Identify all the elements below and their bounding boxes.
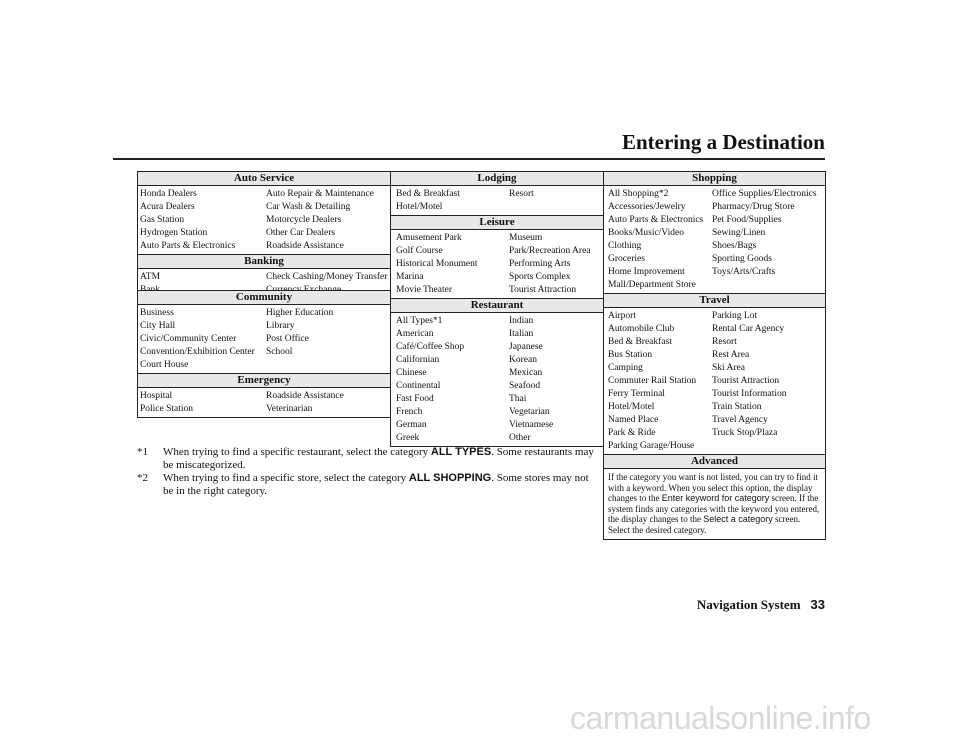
list-item — [391, 315, 603, 328]
category-label: Shoes/Bags — [712, 241, 757, 251]
category-label: Hospital — [140, 391, 173, 401]
column-lodging-leisure-restaurant — [390, 171, 604, 447]
category-label: Tourist Information — [712, 389, 787, 399]
list-item — [604, 336, 825, 349]
category-label: Airport — [608, 311, 636, 321]
list-item — [391, 406, 603, 419]
category-label: Auto Repair & Maintenance — [266, 189, 374, 199]
category-label: Hotel/Motel — [608, 402, 655, 412]
category-label: Automobile Club — [608, 324, 675, 334]
advanced-text-part: screen. If the system finds any categories with the keyword you entered, the display changes to the — [608, 493, 820, 524]
leisure-list — [391, 230, 603, 298]
page-footer — [600, 597, 825, 613]
category-label: Rental Car Agency — [712, 324, 785, 334]
category-label: Office Supplies/Electronics — [712, 189, 817, 199]
category-label: Fast Food — [396, 394, 434, 404]
lodging-heading: Lodging — [391, 171, 603, 186]
category-label — [509, 201, 603, 214]
list-item — [138, 227, 390, 240]
category-label: Californian — [396, 355, 440, 365]
category-label: Japanese — [509, 342, 543, 352]
community-heading: Community — [138, 290, 390, 305]
list-item — [138, 320, 390, 333]
banking-heading: Banking — [138, 254, 390, 269]
category-label: Movie Theater — [396, 285, 453, 295]
category-label: Chinese — [396, 368, 427, 378]
list-item — [391, 354, 603, 367]
category-label: Bed & Breakfast — [396, 189, 460, 199]
list-item — [604, 214, 825, 227]
category-label: Sporting Goods — [712, 254, 772, 264]
page-title: Entering a Destination — [621, 130, 825, 154]
list-item — [604, 323, 825, 336]
category-label: German — [396, 420, 427, 430]
category-label: Acura Dealers — [140, 202, 195, 212]
list-item — [604, 240, 825, 253]
category-label: Italian — [509, 329, 534, 339]
list-item — [604, 266, 825, 279]
list-item — [604, 227, 825, 240]
category-label: Vegetarian — [509, 407, 550, 417]
list-item — [138, 390, 390, 403]
category-label: Post Office — [266, 334, 309, 344]
category-label: Indian — [509, 316, 534, 326]
category-label: Commuter Rail Station — [608, 376, 697, 386]
list-item — [391, 341, 603, 354]
category-label: Business — [140, 308, 174, 318]
category-label: Performing Arts — [509, 259, 571, 269]
footnotes — [137, 446, 599, 498]
list-item — [604, 279, 825, 292]
category-label: Continental — [396, 381, 441, 391]
category-label: Police Station — [140, 404, 194, 414]
category-label: Resort — [712, 337, 737, 347]
category-label: Rest Area — [712, 350, 750, 360]
category-label: Greek — [396, 433, 420, 443]
restaurant-heading: Restaurant — [391, 298, 603, 313]
category-label: Other Car Dealers — [266, 228, 336, 238]
list-item — [138, 214, 390, 227]
list-item — [604, 427, 825, 440]
list-item — [138, 333, 390, 346]
category-label: Car Wash & Detailing — [266, 202, 351, 212]
list-item — [391, 393, 603, 406]
category-label: Check Cashing/Money Transfer — [266, 272, 388, 282]
category-label: Auto Parts & Electronics — [608, 215, 704, 225]
category-label: Library — [266, 321, 295, 331]
footnote — [137, 446, 599, 471]
category-label: Sports Complex — [509, 272, 571, 282]
category-label: Veterinarian — [266, 404, 313, 414]
category-label: All Shopping*2 — [608, 189, 669, 199]
watermark: carmanualsonline.info — [570, 700, 871, 736]
shopping-list — [604, 186, 825, 293]
category-label: French — [396, 407, 423, 417]
category-label: Ferry Terminal — [608, 389, 665, 399]
list-item — [604, 375, 825, 388]
list-item — [391, 271, 603, 284]
category-label: Resort — [509, 189, 534, 199]
category-label: Clothing — [608, 241, 642, 251]
list-item — [391, 328, 603, 341]
category-label — [712, 440, 825, 453]
footnote-keyword: ALL SHOPPING — [408, 472, 492, 484]
category-label: Vietnamese — [509, 420, 554, 430]
list-item — [391, 201, 603, 214]
screen-name-enter-keyword: Enter keyword for category — [661, 493, 770, 503]
category-label: Train Station — [712, 402, 762, 412]
category-label: ATM — [140, 272, 161, 282]
category-label: Parking Lot — [712, 311, 758, 321]
list-item — [391, 188, 603, 201]
list-item — [138, 307, 390, 320]
advanced-heading: Advanced — [604, 454, 825, 469]
category-label: Motorcycle Dealers — [266, 215, 342, 225]
category-label: Toys/Arts/Crafts — [712, 267, 776, 277]
title-divider — [113, 158, 825, 160]
list-item — [391, 380, 603, 393]
advanced-text-part: If the category you want is not listed, you can try to find it with a keyword. When you select this option, the display changes to the — [608, 472, 818, 503]
list-item — [604, 253, 825, 266]
emergency-list — [138, 388, 390, 417]
category-label: Marina — [396, 272, 424, 282]
category-label: Tourist Attraction — [712, 376, 780, 386]
lodging-list — [391, 186, 603, 215]
list-item — [138, 346, 390, 359]
shopping-heading: Shopping — [604, 171, 825, 186]
travel-list — [604, 308, 825, 454]
restaurant-list — [391, 313, 603, 446]
category-label: Thai — [509, 394, 527, 404]
list-item — [604, 349, 825, 362]
category-label: American — [396, 329, 434, 339]
category-label: Bus Station — [608, 350, 653, 360]
list-item — [604, 414, 825, 427]
category-label: Amusement Park — [396, 233, 462, 243]
list-item — [604, 201, 825, 214]
footnote-mark: *2 — [137, 472, 148, 484]
category-label: Higher Education — [266, 308, 334, 318]
list-item — [138, 271, 390, 284]
list-item — [391, 258, 603, 271]
list-item — [604, 188, 825, 201]
category-label: Accessories/Jewelry — [608, 202, 686, 212]
category-label: Hotel/Motel — [396, 202, 443, 212]
list-item — [138, 201, 390, 214]
list-item — [604, 440, 825, 453]
category-label: Roadside Assistance — [266, 241, 344, 251]
list-item — [604, 388, 825, 401]
column-community-emergency — [137, 290, 391, 418]
category-label: Groceries — [608, 254, 645, 264]
category-label: Court House — [140, 360, 189, 370]
category-label: Ski Area — [712, 363, 745, 373]
category-label: Named Place — [608, 415, 659, 425]
category-label: Books/Music/Video — [608, 228, 684, 238]
footnote-text-part: When trying to find a specific store, select the category — [163, 472, 409, 484]
category-label: Historical Monument — [396, 259, 478, 269]
list-item — [391, 432, 603, 445]
list-item — [604, 401, 825, 414]
category-label: Auto Parts & Electronics — [140, 241, 236, 251]
footnote — [137, 472, 599, 497]
category-label: Honda Dealers — [140, 189, 197, 199]
category-label: Museum — [509, 233, 543, 243]
category-label: Pet Food/Supplies — [712, 215, 782, 225]
page-number: 33 — [810, 597, 825, 612]
category-label: Tourist Attraction — [509, 285, 577, 295]
category-label: Roadside Assistance — [266, 391, 344, 401]
list-item — [391, 245, 603, 258]
footnote-text-part: When trying to find a specific restaurant, select the category — [163, 446, 431, 458]
list-item — [138, 188, 390, 201]
category-label: Travel Agency — [712, 415, 768, 425]
list-item — [391, 419, 603, 432]
category-label: Convention/Exhibition Center — [140, 347, 255, 357]
column-auto-banking — [137, 171, 391, 292]
category-label: Camping — [608, 363, 643, 373]
emergency-heading: Emergency — [138, 373, 390, 388]
column-shopping-travel-advanced — [603, 171, 826, 540]
list-item — [138, 240, 390, 253]
category-label: Pharmacy/Drug Store — [712, 202, 795, 212]
category-label: Café/Coffee Shop — [396, 342, 465, 352]
category-label: Park/Recreation Area — [509, 246, 591, 256]
category-label: All Types*1 — [396, 316, 443, 326]
category-label: Sewing/Linen — [712, 228, 766, 238]
list-item — [391, 232, 603, 245]
list-item — [138, 359, 390, 372]
advanced-description — [604, 469, 825, 539]
category-label: City Hall — [140, 321, 176, 331]
category-label: Other — [509, 433, 531, 443]
list-item — [391, 284, 603, 297]
community-list — [138, 305, 390, 373]
category-label: Park & Ride — [608, 428, 656, 438]
leisure-heading: Leisure — [391, 215, 603, 230]
category-label: Korean — [509, 355, 537, 365]
footer-section-name: Navigation System — [696, 597, 801, 612]
category-label: Bed & Breakfast — [608, 337, 672, 347]
category-label — [712, 279, 825, 292]
category-label: Civic/Community Center — [140, 334, 237, 344]
advanced-text-part: screen. Select the desired category. — [608, 514, 801, 535]
auto-service-list — [138, 186, 390, 254]
category-label: School — [266, 347, 293, 357]
footnote-text — [163, 472, 599, 497]
list-item — [391, 367, 603, 380]
footnote-text-part: . Some stores may not be in the right category. — [163, 472, 589, 497]
list-item — [604, 310, 825, 323]
category-label: Home Improvement — [608, 267, 685, 277]
footnote-text-part: . Some restaurants may be miscategorized. — [163, 446, 594, 471]
list-item — [138, 403, 390, 416]
category-label — [266, 359, 390, 372]
category-label: Mexican — [509, 368, 543, 378]
list-item — [604, 362, 825, 375]
travel-heading: Travel — [604, 293, 825, 308]
category-label: Hydrogen Station — [140, 228, 208, 238]
category-label: Truck Stop/Plaza — [712, 428, 778, 438]
footnote-text — [163, 446, 599, 471]
footnote-keyword: ALL TYPES — [430, 446, 492, 458]
screen-name-select-category: Select a category — [703, 514, 773, 524]
auto-service-heading: Auto Service — [138, 171, 390, 186]
footnote-mark: *1 — [137, 446, 148, 458]
category-label: Golf Course — [396, 246, 443, 256]
category-label: Mall/Department Store — [608, 280, 696, 290]
category-label: Parking Garage/House — [608, 441, 695, 451]
category-label: Seafood — [509, 381, 541, 391]
category-label: Gas Station — [140, 215, 185, 225]
